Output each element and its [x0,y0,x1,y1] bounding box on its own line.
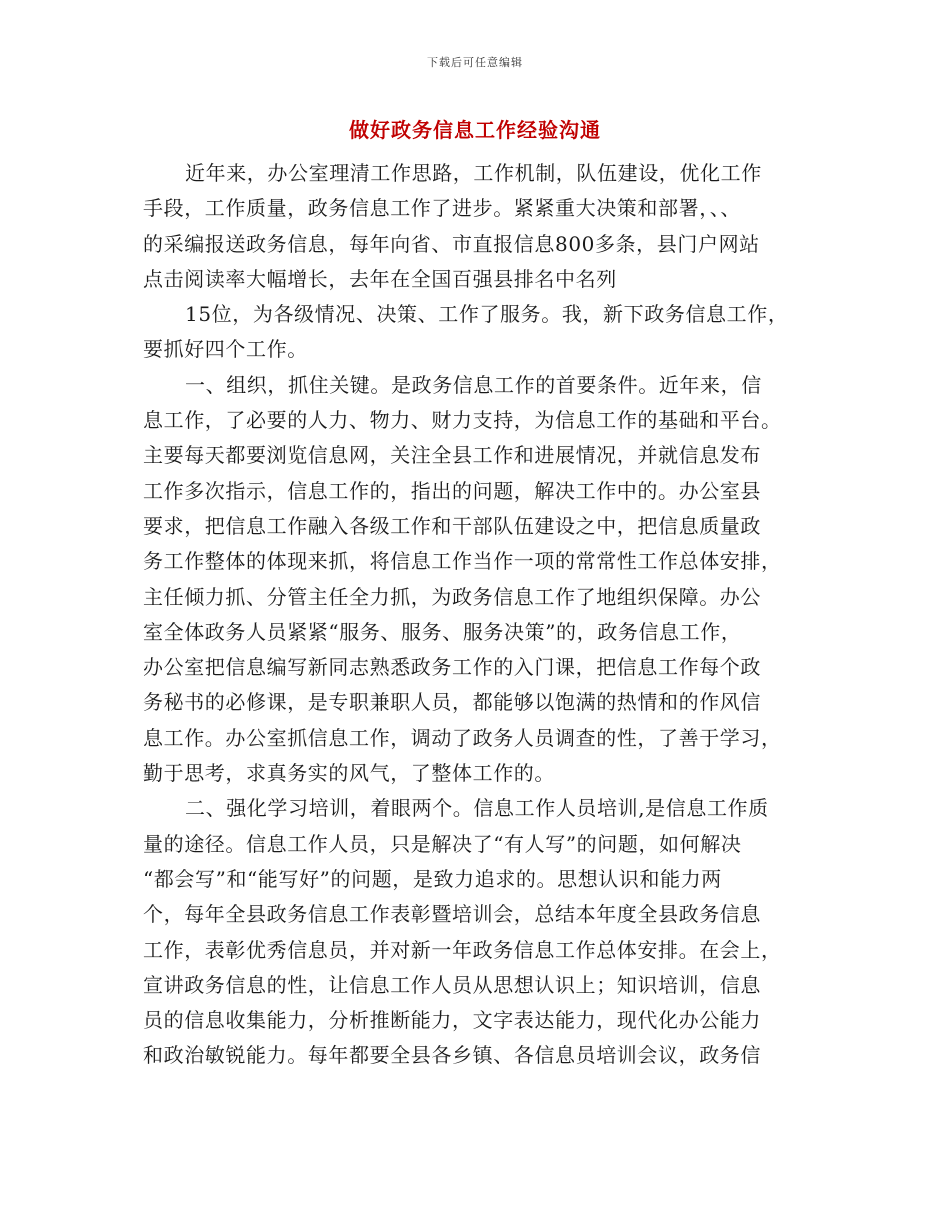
text-line: 室全体政务人员紧紧“服务、服务、服务决策”的，政务信息工作， [143,619,742,644]
text-line: 务工作整体的体现来抓，将信息工作当作一项的常常性工作总体安排， [143,549,782,574]
paragraph [143,297,813,368]
text-line: 工作，表彰优秀信息员，并对新一年政务信息工作总体安排。在会上， [143,937,782,962]
text-line: 员的信息收集能力，分析推断能力，文字表达能力，现代化办公能力 [143,1008,761,1033]
text-line: 息工作，了必要的人力、物力、财力支持，为信息工作的基础和平台。 [143,408,782,433]
text-line: 一、组织，抓住关键。是政务信息工作的首要条件。近年来，信 [185,372,762,397]
text-line: 务秘书的必修课，是专职兼职人员，都能够以饱满的热情和的作风信 [143,690,761,715]
header-note: 下载后可任意编辑 [427,56,523,69]
text-line: 二、强化学习培训，着眼两个。信息工作人员培训,是信息工作质 [185,796,769,821]
text-line: 要求，把信息工作融入各级工作和干部队伍建设之中，把信息质量政 [143,513,761,538]
text-line: 工作多次指示，信息工作的，指出的问题，解决工作中的。办公室县 [143,478,761,503]
text-line: 手段，工作质量，政务信息工作了进步。紧紧重大决策和部署，、、 [143,196,741,221]
paragraph [143,368,813,792]
text-line: 的采编报送政务信息，每年向省、市直报信息800多条，县门户网站 [143,231,760,256]
text-line: 量的途径。信息工作人员，只是解决了“有人写”的问题，如何解决 [143,831,742,856]
text-line: 主任倾力抓、分管主任全力抓，为政务信息工作了地组织保障。办公 [143,584,761,609]
text-line: 和政治敏锐能力。每年都要全县各乡镇、各信息员培训会议，政务信 [143,1043,761,1068]
text-line: 主要每天都要浏览信息网，关注全县工作和进展情况，并就信息发布 [143,443,761,468]
document-title: 做好政务信息工作经验沟通 [349,118,601,142]
text-line: 宣讲政务信息的性，让信息工作人员从思想认识上；知识培训，信息 [143,972,761,997]
text-line: 息工作。办公室抓信息工作，调动了政务人员调查的性，了善于学习， [143,725,782,750]
text-line: “都会写”和“能写好”的问题，是致力追求的。思想认识和能力两 [143,866,722,891]
paragraph [143,791,813,1073]
text-line: 办公室把信息编写新同志熟悉政务工作的入门课，把信息工作每个政 [143,655,761,680]
text-line: 个，每年全县政务信息工作表彰暨培训会，总结本年度全县政务信息 [143,902,761,927]
text-line: 点击阅读率大幅增长，去年在全国百强县排名中名列 [143,266,617,291]
paragraph [143,156,813,297]
text-line: 勤于思考，求真务实的风气，了整体工作的。 [143,761,555,786]
text-line: 15位，为各级情况、决策、工作了服务。我，新下政务信息工作， [185,302,789,327]
text-line: 要抓好四个工作。 [143,337,308,362]
text-line: 近年来，办公室理清工作思路，工作机制，队伍建设，优化工作 [185,161,762,185]
document-body [143,156,813,1074]
